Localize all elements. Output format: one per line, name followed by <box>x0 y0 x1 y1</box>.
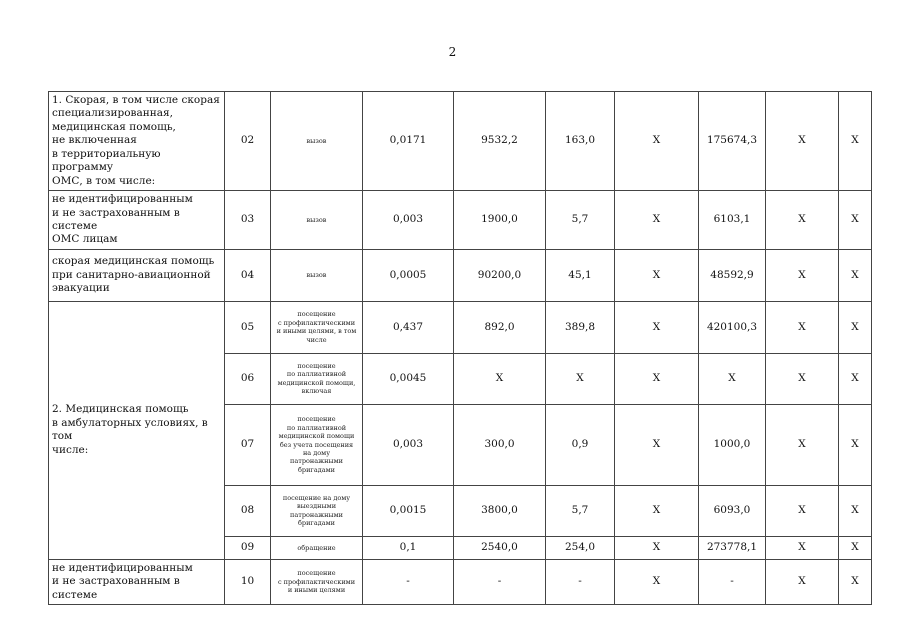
unit-cell: посещение по паллиативной медицинской помощи, включая <box>271 353 363 404</box>
value-cell: 0,437 <box>363 301 454 353</box>
row-code: 02 <box>225 92 271 191</box>
value-cell: 163,0 <box>546 92 615 191</box>
value-cell: 0,9 <box>546 404 615 485</box>
value-cell: 90200,0 <box>454 249 546 301</box>
table-row <box>49 92 872 191</box>
value-cell: Х <box>615 249 699 301</box>
value-cell: Х <box>766 92 839 191</box>
value-cell: 48592,9 <box>699 249 766 301</box>
unit-cell: посещение с профилактическими и иными целями, в том числе <box>271 301 363 353</box>
value-cell: Х <box>615 92 699 191</box>
value-cell: Х <box>839 92 872 191</box>
row-code: 09 <box>225 536 271 559</box>
value-cell: Х <box>839 301 872 353</box>
value-cell: 0,003 <box>363 191 454 250</box>
value-cell: Х <box>839 191 872 250</box>
value-cell: Х <box>766 536 839 559</box>
row-description: не идентифицированным и не застрахованным в системе <box>49 559 225 604</box>
value-cell: 389,8 <box>546 301 615 353</box>
data-table <box>48 91 872 605</box>
row-code: 05 <box>225 301 271 353</box>
row-code: 07 <box>225 404 271 485</box>
value-cell: 254,0 <box>546 536 615 559</box>
value-cell: 0,0171 <box>363 92 454 191</box>
row-code: 03 <box>225 191 271 250</box>
value-cell: Х <box>615 559 699 604</box>
table-row <box>49 249 872 301</box>
value-cell: - <box>363 559 454 604</box>
value-cell: Х <box>766 485 839 536</box>
unit-cell: вызов <box>271 92 363 191</box>
value-cell: 6093,0 <box>699 485 766 536</box>
unit-cell: посещение с профилактическими и иными целями <box>271 559 363 604</box>
value-cell: - <box>454 559 546 604</box>
value-cell: Х <box>839 353 872 404</box>
unit-cell: посещение по паллиативной медицинской помощи без учета посещения на дому патронажными бригадами <box>271 404 363 485</box>
table-row <box>49 301 872 353</box>
unit-cell: обращение <box>271 536 363 559</box>
value-cell: Х <box>839 536 872 559</box>
value-cell: 0,0045 <box>363 353 454 404</box>
value-cell: Х <box>766 404 839 485</box>
row-description: не идентифицированным и не застрахованным в системе ОМС лицам <box>49 191 225 250</box>
value-cell: 0,0015 <box>363 485 454 536</box>
value-cell: - <box>699 559 766 604</box>
value-cell: 420100,3 <box>699 301 766 353</box>
value-cell: 5,7 <box>546 485 615 536</box>
value-cell: Х <box>546 353 615 404</box>
value-cell: Х <box>839 485 872 536</box>
value-cell: Х <box>839 249 872 301</box>
value-cell: Х <box>766 559 839 604</box>
value-cell: 2540,0 <box>454 536 546 559</box>
unit-cell: вызов <box>271 249 363 301</box>
page-number: 2 <box>448 45 457 59</box>
value-cell: Х <box>615 536 699 559</box>
value-cell: 1900,0 <box>454 191 546 250</box>
value-cell: 0,003 <box>363 404 454 485</box>
value-cell: - <box>546 559 615 604</box>
table-row <box>49 559 872 604</box>
row-code: 04 <box>225 249 271 301</box>
row-code: 10 <box>225 559 271 604</box>
value-cell: Х <box>615 191 699 250</box>
row-code: 06 <box>225 353 271 404</box>
row-code: 08 <box>225 485 271 536</box>
value-cell: Х <box>615 353 699 404</box>
value-cell: Х <box>766 301 839 353</box>
value-cell: 892,0 <box>454 301 546 353</box>
value-cell: Х <box>615 301 699 353</box>
value-cell: Х <box>766 191 839 250</box>
value-cell: Х <box>839 559 872 604</box>
value-cell: 3800,0 <box>454 485 546 536</box>
table-row <box>49 191 872 250</box>
value-cell: Х <box>615 404 699 485</box>
value-cell: 273778,1 <box>699 536 766 559</box>
value-cell: Х <box>615 485 699 536</box>
value-cell: 45,1 <box>546 249 615 301</box>
value-cell: 1000,0 <box>699 404 766 485</box>
value-cell: Х <box>839 404 872 485</box>
row-description: 1. Скорая, в том числе скорая специализированная, медицинская помощь, не включенная в территориальную программу ОМС, в том числе: <box>49 92 225 191</box>
value-cell: 0,0005 <box>363 249 454 301</box>
row-description: скорая медицинская помощь при санитарно-авиационной эвакуации <box>49 249 225 301</box>
value-cell: 9532,2 <box>454 92 546 191</box>
value-cell: 175674,3 <box>699 92 766 191</box>
value-cell: 0,1 <box>363 536 454 559</box>
value-cell: Х <box>766 353 839 404</box>
value-cell: 6103,1 <box>699 191 766 250</box>
value-cell: Х <box>454 353 546 404</box>
row-description: 2. Медицинская помощь в амбулаторных условиях, в том числе: <box>49 301 225 559</box>
unit-cell: посещение на дому выездными патронажными бригадами <box>271 485 363 536</box>
value-cell: Х <box>766 249 839 301</box>
value-cell: Х <box>699 353 766 404</box>
value-cell: 5,7 <box>546 191 615 250</box>
value-cell: 300,0 <box>454 404 546 485</box>
unit-cell: вызов <box>271 191 363 250</box>
